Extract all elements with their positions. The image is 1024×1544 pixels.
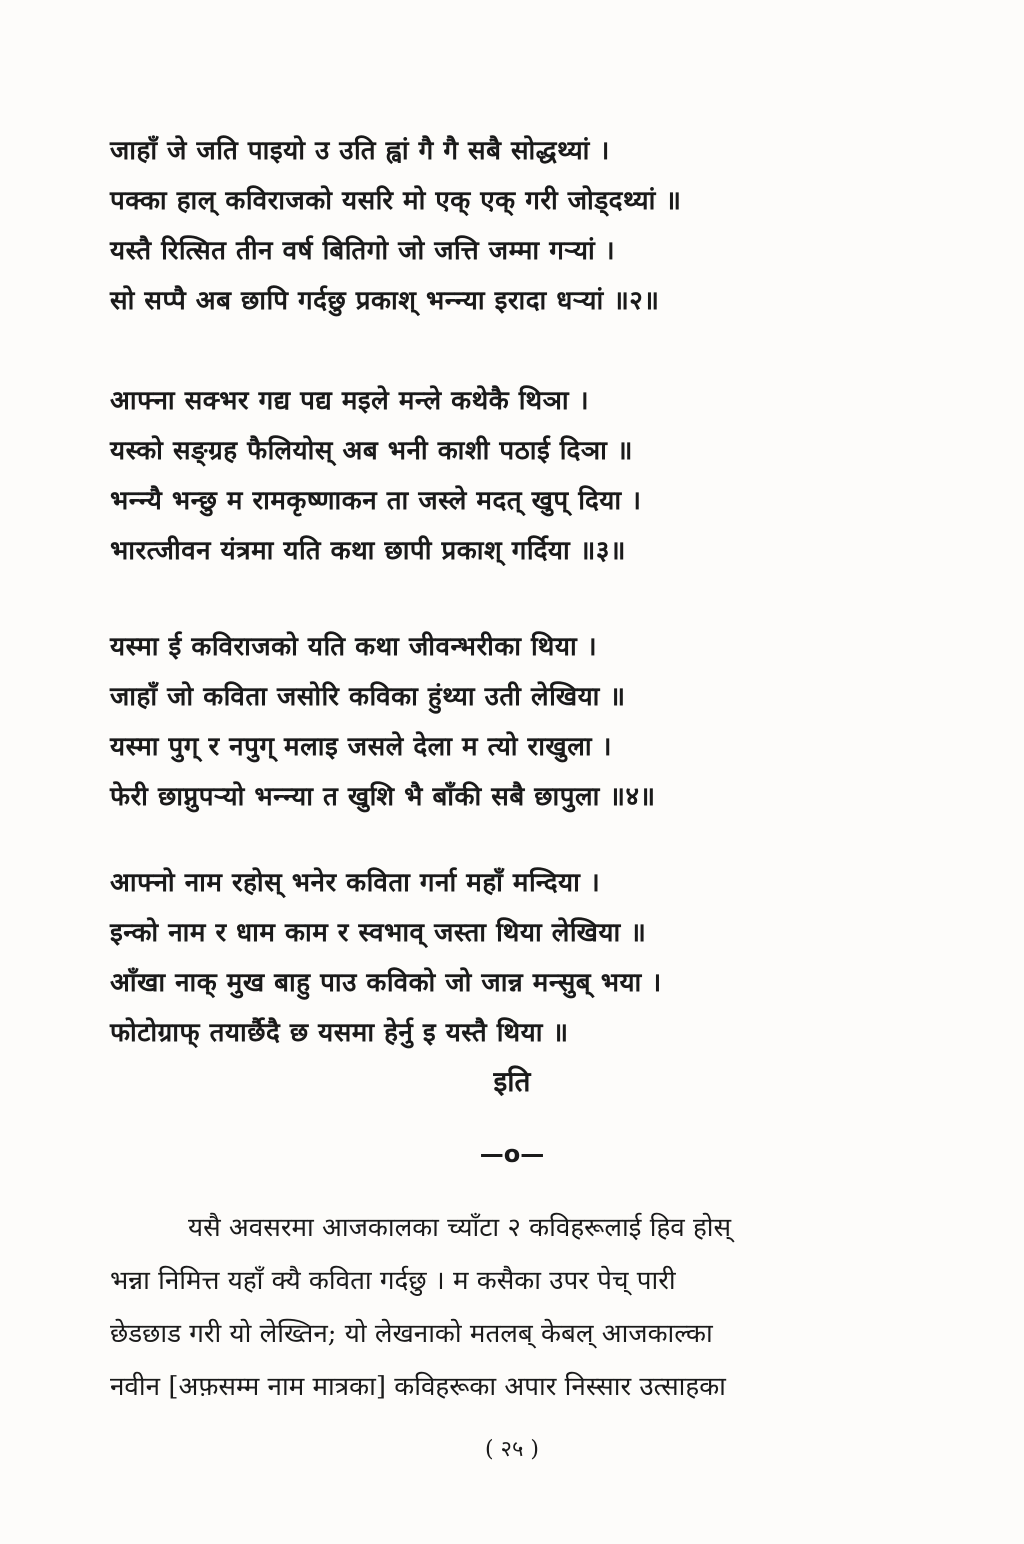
- section-divider: —o—: [479, 1140, 545, 1168]
- verse-stanza-5: [110, 858, 900, 1058]
- verse-line: पक्का हाल् कविराजको यसरि मो एक् एक् गरी जोड्दथ्यां ॥: [110, 186, 682, 216]
- verse-line: आफ्ना सक्भर गद्य पद्य मइले मन्ले कथेकै थिञा ।: [110, 386, 590, 416]
- verse-line: भारत्जीवन यंत्रमा यति कथा छापी प्रकाश् गर्दिया ॥३॥: [110, 536, 626, 566]
- verse-line: यस्को सङ्ग्रह फैलियोस् अब भनी काशी पठाई दिञा ॥: [110, 436, 633, 466]
- prose-line: भन्ना निमित्त यहाँ क्यै कविता गर्दछु । म कसैका उपर पेच् पारी: [110, 1266, 676, 1296]
- prose-paragraph: [110, 1202, 910, 1414]
- page-number: ( २५ ): [484, 1437, 540, 1462]
- verse-line: यस्तै रित्सित तीन वर्ष बितिगो जो जत्ति जम्मा गऱ्यां ।: [110, 236, 616, 266]
- verse-line: फेरी छाप्नुपऱ्यो भन्न्या त खुशि भै बाँकी सबै छापुला ॥४॥: [110, 782, 656, 812]
- verse-stanza-2: [110, 126, 900, 326]
- verse-stanza-3: [110, 376, 900, 576]
- verse-stanza-4: [110, 622, 900, 822]
- verse-line: यस्मा पुग् र नपुग् मलाइ जसले देला म त्यो राखुला ।: [110, 732, 612, 762]
- verse-line: जाहाँ जो कविता जसोरि कविका हुंथ्या उती लेखिया ॥: [110, 682, 626, 712]
- verse-line: सो सप्पै अब छापि गर्दछु प्रकाश् भन्न्या इरादा धऱ्यां ॥२॥: [110, 286, 660, 316]
- verse-line: आँखा नाक् मुख बाहु पाउ कविको जो जान्न मन्सुब् भया ।: [110, 968, 662, 998]
- verse-line: फोटोग्राफ् तयार्छैदै छ यसमा हेर्नु इ यस्तै थिया ॥: [110, 1018, 569, 1048]
- prose-line: यसै अवसरमा आजकालका च्याँटा २ कविहरूलाई हिव होस्: [188, 1213, 732, 1243]
- verse-line: यस्मा ई कविराजको यति कथा जीवन्भरीका थिया ।: [110, 632, 598, 662]
- closing-word: इति: [493, 1065, 531, 1098]
- prose-line: छेडछाड गरी यो लेख्तिन; यो लेखनाको मतलब् केबल् आजकाल्का: [110, 1319, 713, 1349]
- prose-line: नवीन [अफ़सम्म नाम मात्रका] कविहरूका अपार निस्सार उत्साहका: [110, 1372, 726, 1402]
- verse-line: इन्को नाम र धाम काम र स्वभाव् जस्ता थिया लेखिया ॥: [110, 918, 647, 948]
- verse-line: जाहाँ जे जति पाइयो उ उति ह्वां गै गै सबै सोद्धथ्यां ।: [110, 136, 610, 166]
- verse-line: आफ्नो नाम रहोस् भनेर कविता गर्ना महाँ मन्दिया ।: [110, 868, 601, 898]
- verse-line: भन्न्यै भन्छु म रामकृष्णाकन ता जस्ले मदत् खुप् दिया ।: [110, 486, 642, 516]
